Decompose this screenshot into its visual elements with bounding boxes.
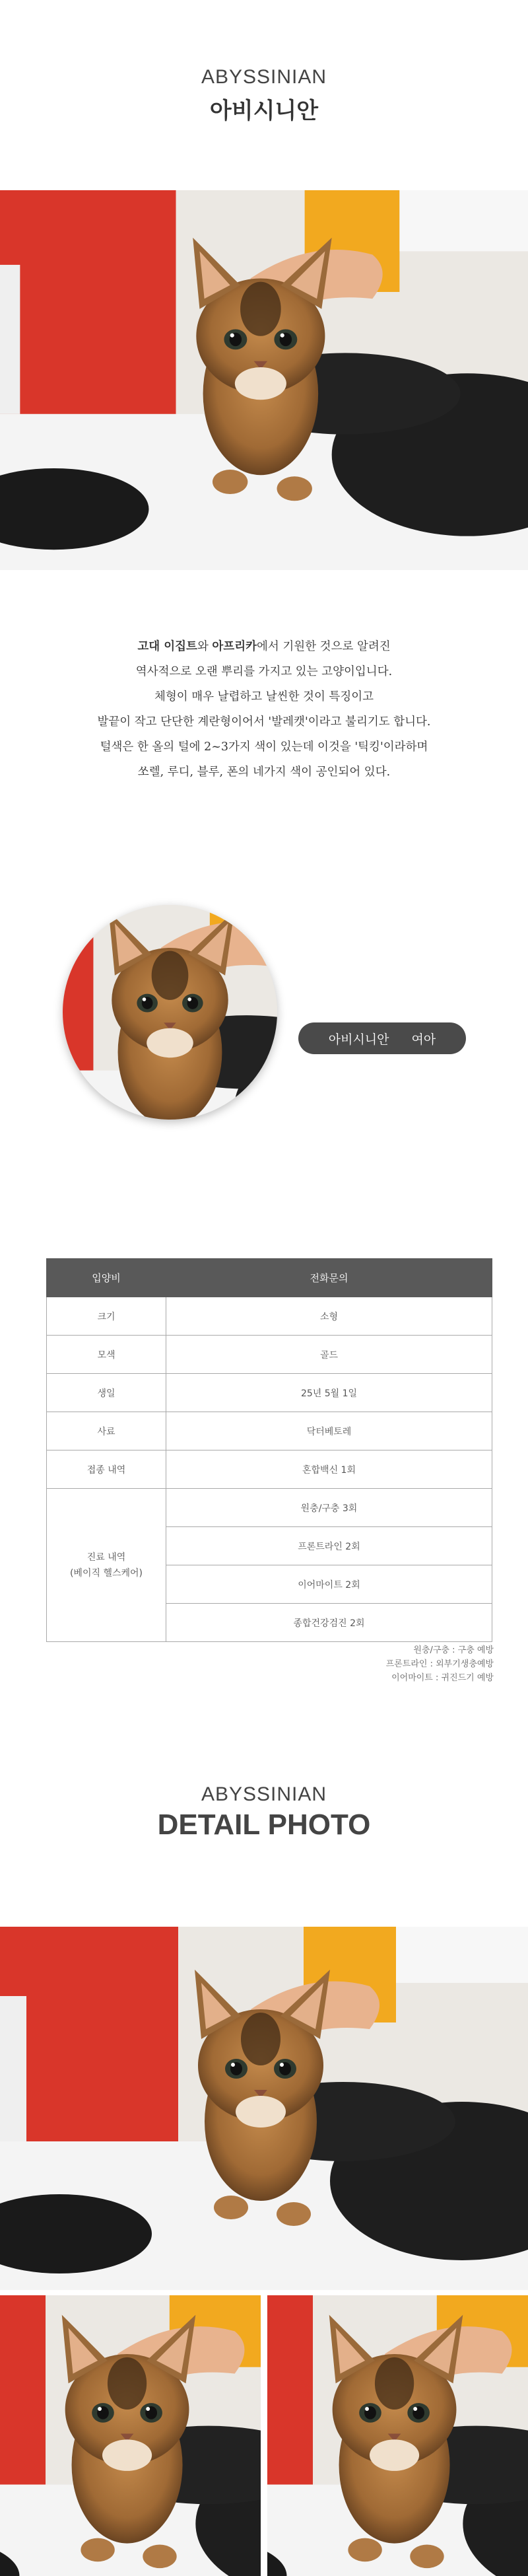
profile-badge — [298, 1022, 466, 1054]
detail-title: DETAIL PHOTO — [157, 1808, 371, 1841]
kitten-image — [267, 2295, 528, 2576]
breed-description — [0, 634, 528, 785]
detail-title-en: ABYSSINIAN — [201, 1783, 327, 1805]
intro-line-2: 역사적으로 오랜 뿌리를 가지고 있는 고양이입니다. — [135, 665, 393, 678]
footnotes — [386, 1643, 494, 1685]
care-label-line-2: (베이직 헬스케어) — [69, 1567, 143, 1579]
row-label: 크기 — [47, 1297, 166, 1336]
table-row — [47, 1412, 492, 1450]
kitten-image — [0, 1927, 528, 2290]
row-value: 25년 5월 1일 — [166, 1374, 492, 1412]
table-row — [47, 1489, 492, 1527]
hero-photo — [0, 190, 528, 570]
table-row — [47, 1374, 492, 1412]
profile-sex: 여아 — [411, 1032, 436, 1047]
intro-text: 에서 기원한 것으로 알려진 — [257, 640, 391, 653]
care-value: 종합건강검진 2회 — [166, 1604, 492, 1642]
footnote: 원충/구충 : 구충 예방 — [413, 1645, 494, 1655]
breed-title-en: ABYSSINIAN — [201, 66, 327, 88]
row-value: 골드 — [166, 1336, 492, 1374]
intro-line-4: 발끝이 작고 단단한 계란형이어서 '발레캣'이라고 불리기도 합니다. — [97, 715, 431, 729]
profile-breed: 아비시니안 — [328, 1032, 389, 1047]
kitten-face-image — [63, 905, 277, 1120]
table-row — [47, 1297, 492, 1336]
care-value: 프론트라인 2회 — [166, 1527, 492, 1565]
breed-title-ko: 아비시니안 — [209, 98, 319, 124]
kitten-image — [0, 2295, 261, 2576]
detail-photo-left — [0, 2295, 261, 2576]
care-value: 이어마이트 2회 — [166, 1565, 492, 1604]
detail-photo-right — [267, 2295, 528, 2576]
intro-text: 와 — [197, 640, 213, 653]
table-header-value: 전화문의 — [166, 1259, 492, 1297]
title-header — [0, 66, 528, 125]
care-history-label — [47, 1489, 166, 1642]
intro-bold-egypt: 고대 이집트 — [137, 640, 197, 653]
detail-photo-main — [0, 1927, 528, 2290]
row-value: 소형 — [166, 1297, 492, 1336]
row-value: 혼합백신 1회 — [166, 1450, 492, 1489]
care-label-line-1: 진료 내역 — [86, 1552, 126, 1563]
kitten-image — [0, 190, 528, 570]
row-value: 닥터베토레 — [166, 1412, 492, 1450]
care-value: 원충/구충 3회 — [166, 1489, 492, 1527]
table-header-label: 입양비 — [47, 1259, 166, 1297]
row-label: 접종 내역 — [47, 1450, 166, 1489]
intro-line-3: 체형이 매우 날렵하고 날씬한 것이 특징이고 — [154, 690, 374, 703]
detail-photo-header — [0, 1783, 528, 1842]
footnote: 프론트라인 : 외부기생충예방 — [385, 1659, 494, 1669]
intro-line-5: 털색은 한 올의 털에 2~3가지 색이 있는데 이것을 '틱킹'이라하며 — [100, 740, 428, 754]
footnote: 이어마이트 : 귀진드기 예방 — [391, 1673, 494, 1683]
intro-line-6: 쏘렐, 루디, 블루, 폰의 네가지 색이 공인되어 있다. — [137, 766, 391, 779]
table-row — [47, 1336, 492, 1374]
row-label: 사료 — [47, 1412, 166, 1450]
table-header-row — [47, 1259, 492, 1297]
intro-bold-africa: 아프리카 — [212, 640, 257, 653]
info-table — [46, 1258, 492, 1642]
intro-line-1 — [0, 634, 528, 659]
profile-photo — [63, 905, 277, 1120]
table-row — [47, 1450, 492, 1489]
row-label: 모색 — [47, 1336, 166, 1374]
row-label: 생일 — [47, 1374, 166, 1412]
